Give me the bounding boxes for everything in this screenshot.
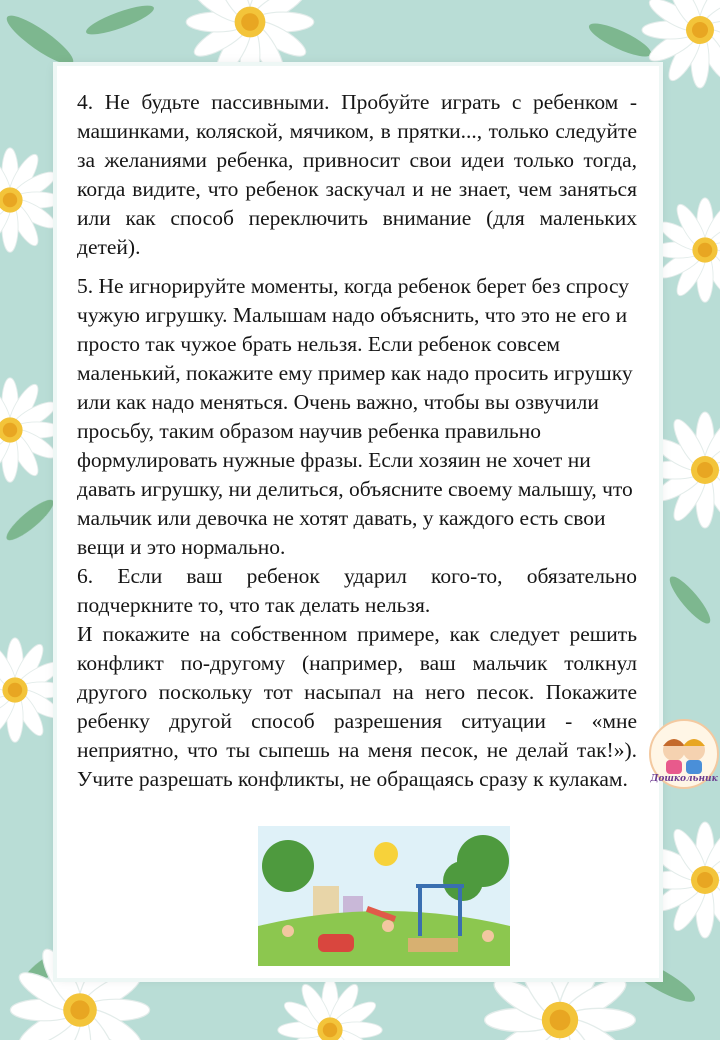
- paragraph-5: 5. Не игнорируйте моменты, когда ребенок берет без спросу чужую игрушку. Малышам надо объяснить, что это не его и просто так чужое брать нельзя. Если ребенок совсем маленький, покажите ему пример как надо просить игрушку или как надо меняться. Очень важно, чтобы вы озвучили просьбу, таким образом научив ребенка правильно формулировать нужные фразы. Если хозяин не хочет ни давать игрушку, ни делиться, объясните своему малышу, что мальчик или девочка не хотят давать, у каждого есть свои вещи и это нормально.: [77, 274, 633, 559]
- logo-emblem-icon: [648, 712, 720, 804]
- logo-text: Дошкольник: [650, 774, 718, 784]
- article-text: [77, 88, 637, 794]
- logo: [648, 712, 720, 804]
- paragraph-6: 6. Если ваш ребенок ударил кого-то, обязательно подчеркните то, что так делать нельзя.: [77, 564, 637, 617]
- paragraph-6-continued: И покажите на собственном примере, как следует решить конфликт по-другому (например, ваш мальчик толкнул другого поскольку тот насыпал на него песок. Покажите ребенку другой способ разрешения ситуации - «мне неприятно, что ты сыпешь на меня песок, не делай так!»). Учите разрешать конфликты, не обращаясь сразу к кулакам.: [77, 622, 637, 791]
- paragraph-4: 4. Не будьте пассивными. Пробуйте играть с ребенком - машинками, коляской, мячиком, в прятки..., только следуйте за желаниями ребенка, привносит свои идеи только тогда, когда видите, что ребенок заскучал и не знает, чем заняться или как способ переключить внимание (для маленьких детей).: [77, 90, 637, 259]
- playground-illustration: [258, 826, 510, 966]
